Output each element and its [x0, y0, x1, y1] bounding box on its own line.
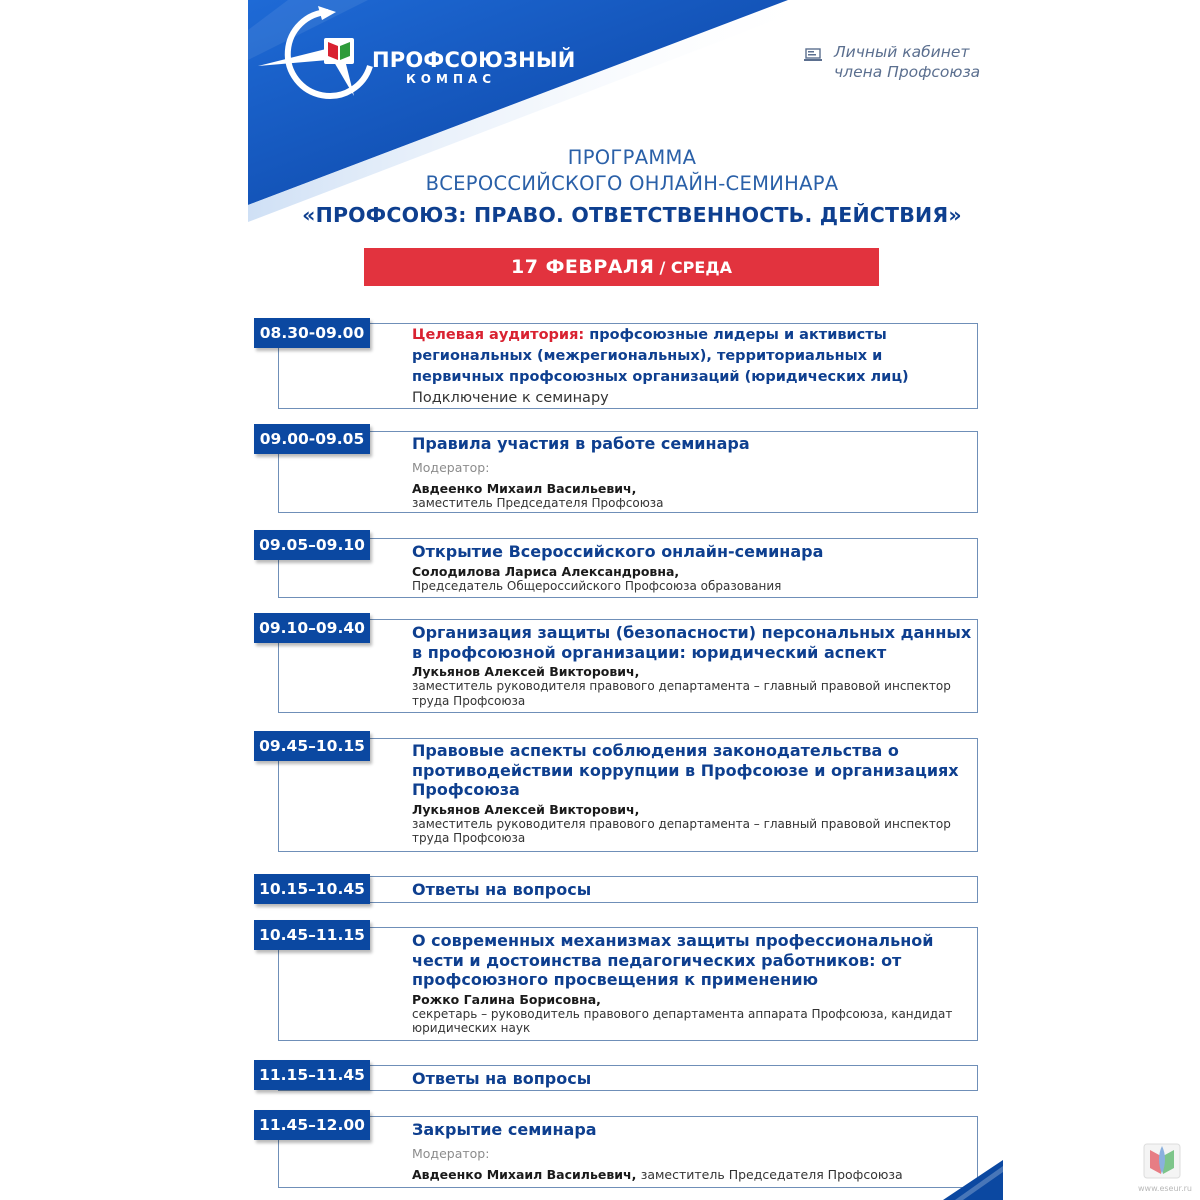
- target-audience-text: профсоюзные лидеры и активисты региональных (межрегиональных), территориальных и первичных профсоюзных организаций (юридических лиц): [412, 327, 909, 385]
- speaker-name: Лукьянов Алексей Викторович,: [412, 801, 640, 817]
- logo[interactable]: [258, 4, 576, 104]
- schedule-item: [248, 920, 1003, 1042]
- time-badge: 10.45–11.15: [254, 920, 370, 950]
- speaker-role: заместитель Председателя Профсоюза: [640, 1166, 903, 1182]
- schedule-item-content: [412, 325, 977, 408]
- speaker-role: заместитель руководителя правового департамента – главный правовой инспектор труда Профсоюза: [412, 816, 951, 845]
- time-badge: 08.30-09.00: [254, 318, 370, 348]
- time-badge: 09.00-09.05: [254, 424, 370, 454]
- date-banner: [364, 248, 879, 286]
- time-badge: 11.45–12.00: [254, 1110, 370, 1140]
- logo-subtitle: КОМПАС: [406, 72, 497, 86]
- speaker-name: Лукьянов Алексей Викторович,: [412, 664, 640, 679]
- schedule-item: [248, 318, 1003, 412]
- speaker-role: Председатель Общероссийского Профсоюза образования: [412, 578, 782, 593]
- compass-icon: [258, 4, 378, 104]
- target-audience-label: Целевая аудитория:: [412, 327, 585, 343]
- speaker-role: заместитель руководителя правового департамента – главный правовой инспектор труда Профсоюза: [412, 679, 951, 708]
- watermark: [1138, 1138, 1192, 1194]
- session-title: Открытие Всероссийского онлайн-семинара: [412, 542, 824, 561]
- speaker-name: Авдеенко Михаил Васильевич,: [412, 480, 637, 496]
- time-badge: 09.45–10.15: [254, 731, 370, 761]
- schedule-item-content: [412, 1069, 977, 1089]
- laptop-icon: [804, 48, 822, 62]
- union-logo-icon: [1138, 1138, 1186, 1184]
- speaker-role: секретарь – руководитель правового департамента аппарата Профсоюза, кандидат юридических наук: [412, 1006, 953, 1035]
- date-text: 17 ФЕВРАЛЯ: [511, 256, 655, 278]
- time-badge: 11.15–11.45: [254, 1060, 370, 1090]
- schedule-item: [248, 731, 1003, 853]
- title-line-2: ВСЕРОССИЙСКОГО ОНЛАЙН-СЕМИНАРА: [425, 172, 839, 195]
- logo-title: ПРОФСОЮЗНЫЙ: [372, 48, 576, 72]
- schedule-item-content: [412, 1120, 977, 1182]
- speaker-name: [412, 1167, 977, 1182]
- cabinet-line-1: Личный кабинет: [834, 43, 970, 61]
- session-title: Закрытие семинара: [412, 1120, 597, 1139]
- schedule-item: [248, 613, 1003, 715]
- watermark-text: www.eseur.ru: [1138, 1184, 1192, 1193]
- personal-cabinet-link[interactable]: [804, 42, 999, 86]
- schedule-item-content: [412, 623, 977, 708]
- program-title: [248, 145, 1003, 231]
- corner-decoration: [943, 1160, 1003, 1200]
- speaker-name-text: Авдеенко Михаил Васильевич,: [412, 1166, 637, 1182]
- session-title: Правила участия в работе семинара: [412, 434, 750, 453]
- schedule-item-content: [412, 880, 977, 900]
- target-audience: [412, 325, 977, 388]
- speaker-name: Солодилова Лариса Александровна,: [412, 563, 680, 579]
- cabinet-line-2: члена Профсоюза: [834, 63, 981, 81]
- schedule-item: [248, 424, 1003, 516]
- moderator-label: Модератор:: [412, 459, 490, 475]
- moderator-label: Модератор:: [412, 1145, 490, 1161]
- speaker-role: заместитель Председателя Профсоюза: [412, 495, 664, 510]
- session-title: Ответы на вопросы: [412, 1069, 592, 1088]
- seminar-name: «ПРОФСОЮЗ: ПРАВО. ОТВЕТСТВЕННОСТЬ. ДЕЙСТВИЯ»: [302, 203, 962, 227]
- schedule-item-content: [412, 741, 977, 846]
- session-title: Ответы на вопросы: [412, 880, 592, 899]
- session-title: О современных механизмах защиты профессиональной чести и достоинства педагогических работников: от профсоюзного просвещения к применению: [412, 931, 934, 989]
- schedule-item-content: [412, 434, 977, 510]
- schedule-item: [248, 530, 1003, 600]
- session-title: Организация защиты (безопасности) персональных данных в профсоюзной организации: юридический аспект: [412, 623, 972, 662]
- speaker-name: Рожко Галина Борисовна,: [412, 991, 601, 1007]
- schedule-item-content: [412, 542, 977, 593]
- schedule-item: [248, 1110, 1003, 1190]
- connection-note: Подключение к семинару: [412, 390, 609, 406]
- weekday-text: / СРЕДА: [659, 258, 732, 277]
- title-line-1: ПРОГРАММА: [567, 146, 697, 169]
- program-page: [248, 0, 1003, 1200]
- schedule-item-content: [412, 931, 977, 1036]
- time-badge: 09.10–09.40: [254, 613, 370, 643]
- schedule-item: [248, 874, 1003, 906]
- time-badge: 10.15–10.45: [254, 874, 370, 904]
- personal-cabinet-label: [834, 42, 980, 82]
- time-badge: 09.05–09.10: [254, 530, 370, 560]
- schedule-item: [248, 1060, 1003, 1092]
- session-title: Правовые аспекты соблюдения законодательства о противодействии коррупции в Профсоюзе и организациях Профсоюза: [412, 741, 959, 799]
